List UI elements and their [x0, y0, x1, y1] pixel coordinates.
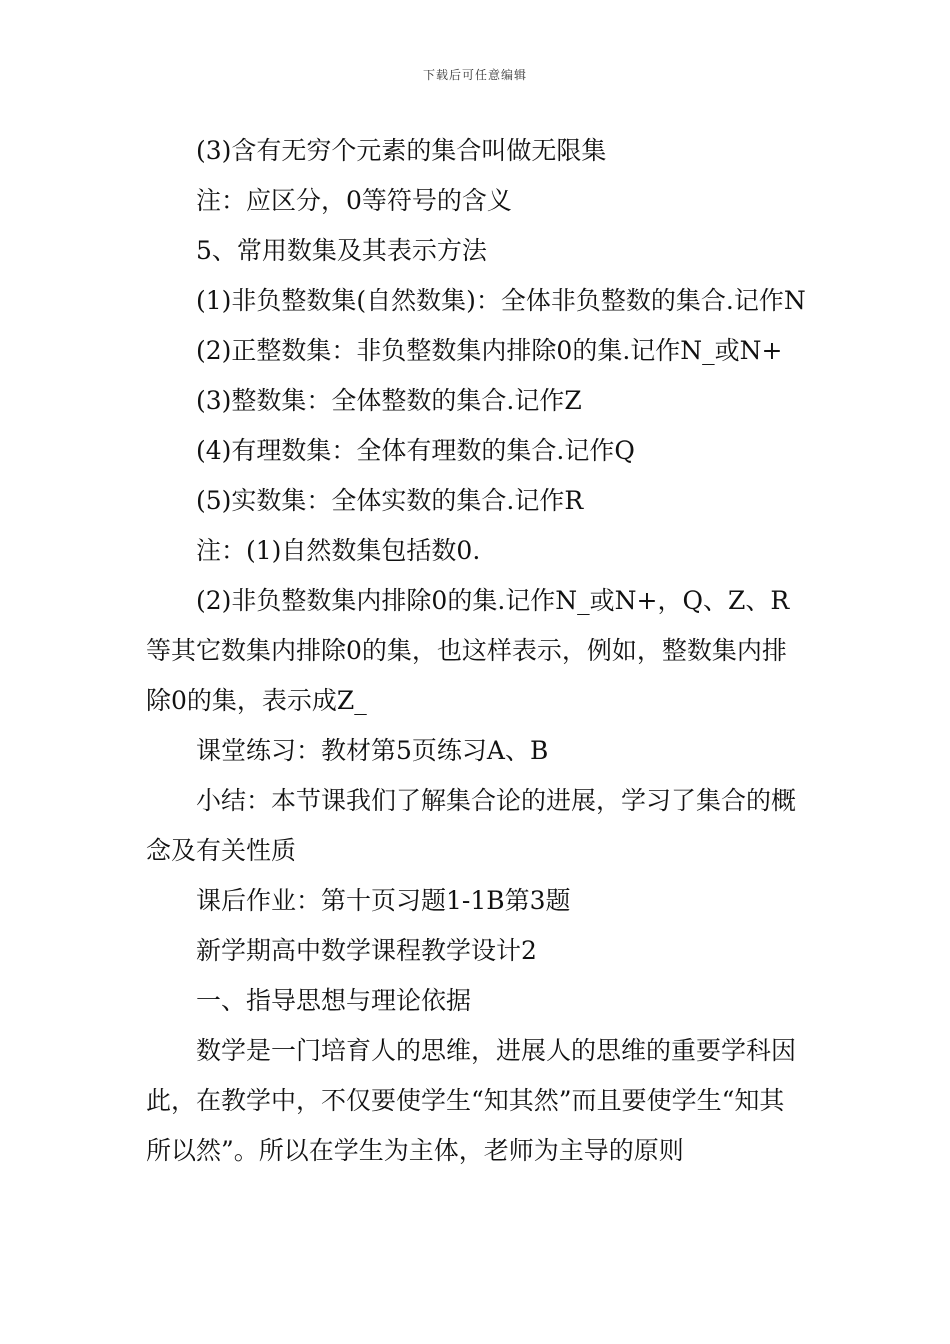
paragraph-summary: 小结：本节课我们了解集合论的进展，学习了集合的概念及有关性质 — [146, 786, 797, 865]
paragraph-positive-integers: (2)正整数集：非负整数集内排除0的集.记作N_或N+ — [196, 336, 783, 365]
paragraph-homework: 课后作业：第十页习题1-1B第3题 — [196, 886, 571, 915]
paragraph-rationals: (4)有理数集：全体有理数的集合.记作Q — [196, 436, 635, 465]
paragraph-note-symbols: 注：应区分，0等符号的含义 — [196, 186, 512, 215]
paragraph-math-thinking: 数学是一门培育人的思维，进展人的思维的重要学科因此，在教学中，不仅要使学生“知其然”而且要使学生“知其所以然”。所以在学生为主体，老师为主导的原则 — [146, 1036, 797, 1165]
paragraph-note-zero: 注：(1)自然数集包括数0. — [196, 536, 481, 565]
paragraph-design-2-title: 新学期高中数学课程教学设计2 — [196, 936, 537, 965]
paragraph-infinite-set: (3)含有无穷个元素的集合叫做无限集 — [196, 136, 607, 165]
paragraph-section-5-heading: 5、常用数集及其表示方法 — [196, 236, 487, 265]
paragraph-natural-numbers: (1)非负整数集(自然数集)：全体非负整数的集合.记作N — [196, 286, 806, 315]
paragraph-class-exercise: 课堂练习：教材第5页练习A、B — [196, 736, 549, 765]
paragraph-reals: (5)实数集：全体实数的集合.记作R — [196, 486, 584, 515]
paragraph-integers: (3)整数集：全体整数的集合.记作Z — [196, 386, 582, 415]
paragraph-guiding-ideas-heading: 一、指导思想与理论依据 — [196, 986, 472, 1015]
paragraph-note-exclude-zero: (2)非负整数集内排除0的集.记作N_或N+，Q、Z、R等其它数集内排除0的集，也这样表示，例如，整数集内排除0的集，表示成Z_ — [146, 586, 790, 715]
document-body — [146, 126, 808, 1176]
page-header-note: 下载后可任意编辑 — [422, 68, 527, 82]
